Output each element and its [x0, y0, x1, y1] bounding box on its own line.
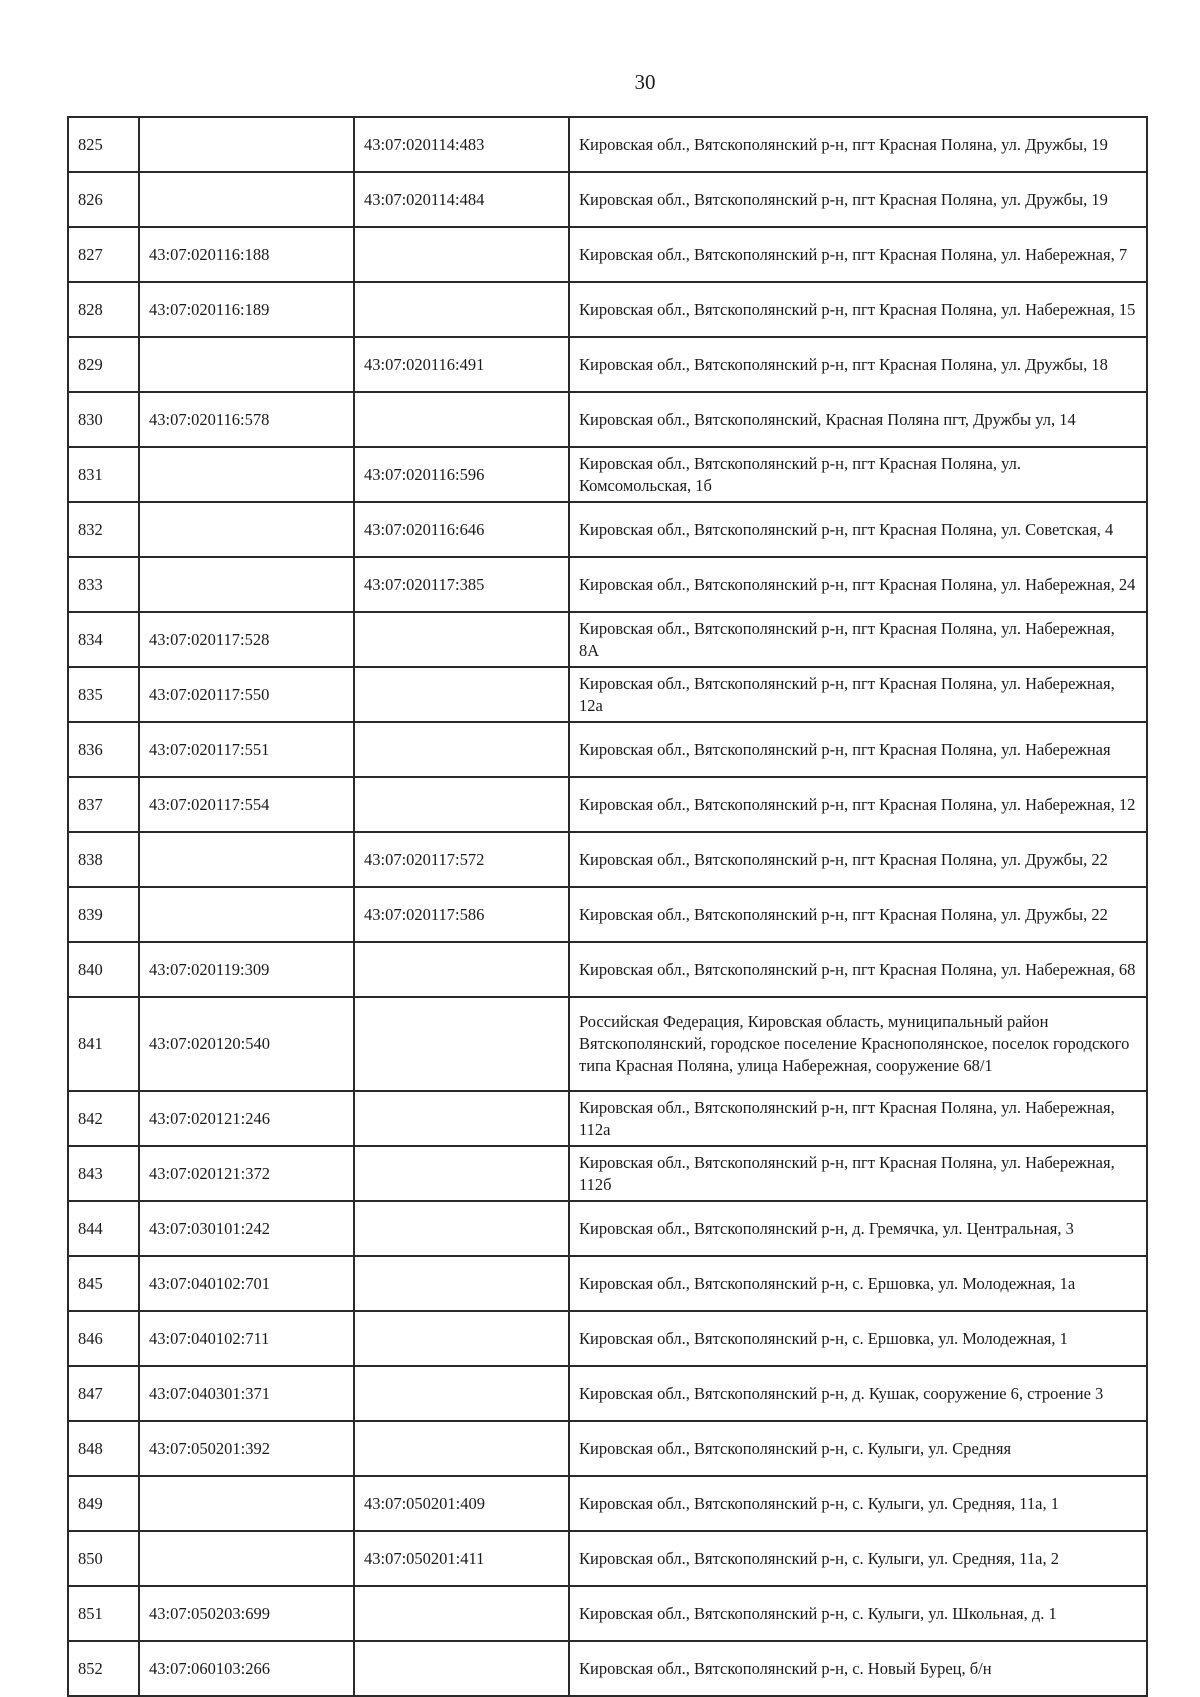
address-cell: Кировская обл., Вятскополянский р-н, пгт Красная Поляна, ул. Дружбы, 22	[569, 832, 1147, 887]
cadastral-number-cell	[139, 447, 354, 502]
address-cell: Кировская обл., Вятскополянский р-н, пгт Красная Поляна, ул. Дружбы, 18	[569, 337, 1147, 392]
cadastral-number-alt-cell: 43:07:020116:646	[354, 502, 569, 557]
cadastral-number-cell	[139, 1531, 354, 1586]
address-cell: Кировская обл., Вятскополянский р-н, пгт Красная Поляна, ул. Набережная, 7	[569, 227, 1147, 282]
address-cell: Кировская обл., Вятскополянский р-н, пгт Красная Поляна, ул. Набережная, 12	[569, 777, 1147, 832]
address-cell: Кировская обл., Вятскополянский, Красная Поляна пгт, Дружбы ул, 14	[569, 392, 1147, 447]
cadastral-number-cell: 43:07:020120:540	[139, 997, 354, 1091]
table-row	[68, 1586, 1147, 1641]
cadastral-number-cell: 43:07:060103:266	[139, 1641, 354, 1696]
row-number-cell: 840	[68, 942, 139, 997]
row-number-cell: 825	[68, 117, 139, 172]
table-row	[68, 557, 1147, 612]
row-number-cell: 827	[68, 227, 139, 282]
address-cell: Кировская обл., Вятскополянский р-н, с. Кулыги, ул. Средняя, 11а, 2	[569, 1531, 1147, 1586]
cadastral-number-cell	[139, 337, 354, 392]
row-number-cell: 831	[68, 447, 139, 502]
cadastral-number-alt-cell	[354, 1586, 569, 1641]
cadastral-number-cell: 43:07:020117:554	[139, 777, 354, 832]
address-cell: Кировская обл., Вятскополянский р-н, пгт Красная Поляна, ул. Набережная, 12а	[569, 667, 1147, 722]
cadastral-number-alt-cell	[354, 282, 569, 337]
table-row	[68, 942, 1147, 997]
cadastral-number-cell	[139, 557, 354, 612]
cadastral-number-alt-cell: 43:07:020114:483	[354, 117, 569, 172]
address-cell: Кировская обл., Вятскополянский р-н, пгт Красная Поляна, ул. Набережная, 8А	[569, 612, 1147, 667]
cadastral-number-cell: 43:07:020121:246	[139, 1091, 354, 1146]
address-cell: Кировская обл., Вятскополянский р-н, с. Новый Бурец, б/н	[569, 1641, 1147, 1696]
table-row	[68, 117, 1147, 172]
address-cell: Кировская обл., Вятскополянский р-н, пгт Красная Поляна, ул. Набережная, 112б	[569, 1146, 1147, 1201]
cadastral-number-alt-cell	[354, 667, 569, 722]
table-row	[68, 392, 1147, 447]
cadastral-number-alt-cell	[354, 1146, 569, 1201]
cadastral-number-cell: 43:07:020116:189	[139, 282, 354, 337]
cadastral-number-alt-cell: 43:07:050201:409	[354, 1476, 569, 1531]
cadastral-number-alt-cell	[354, 722, 569, 777]
cadastral-number-cell	[139, 117, 354, 172]
table-row	[68, 777, 1147, 832]
row-number-cell: 847	[68, 1366, 139, 1421]
cadastral-number-alt-cell	[354, 227, 569, 282]
cadastral-number-alt-cell	[354, 777, 569, 832]
cadastral-number-alt-cell	[354, 997, 569, 1091]
cadastral-number-alt-cell: 43:07:020117:586	[354, 887, 569, 942]
cadastral-number-alt-cell	[354, 392, 569, 447]
table-row	[68, 1421, 1147, 1476]
cadastral-number-alt-cell: 43:07:020117:385	[354, 557, 569, 612]
cadastral-number-alt-cell	[354, 1311, 569, 1366]
cadastral-number-cell	[139, 1476, 354, 1531]
row-number-cell: 835	[68, 667, 139, 722]
cadastral-number-cell: 43:07:020117:528	[139, 612, 354, 667]
table-row	[68, 1531, 1147, 1586]
row-number-cell: 848	[68, 1421, 139, 1476]
row-number-cell: 841	[68, 997, 139, 1091]
address-cell: Кировская обл., Вятскополянский р-н, д. Кушак, сооружение 6, строение 3	[569, 1366, 1147, 1421]
row-number-cell: 832	[68, 502, 139, 557]
cadastral-number-cell: 43:07:040301:371	[139, 1366, 354, 1421]
table-row	[68, 502, 1147, 557]
cadastral-number-cell: 43:07:050201:392	[139, 1421, 354, 1476]
cadastral-number-cell: 43:07:040102:711	[139, 1311, 354, 1366]
address-cell: Кировская обл., Вятскополянский р-н, с. Кулыги, ул. Средняя, 11а, 1	[569, 1476, 1147, 1531]
cadastral-number-alt-cell: 43:07:020116:491	[354, 337, 569, 392]
table-row	[68, 1366, 1147, 1421]
row-number-cell: 846	[68, 1311, 139, 1366]
table-row	[68, 337, 1147, 392]
table-row	[68, 1146, 1147, 1201]
table-row	[68, 1476, 1147, 1531]
row-number-cell: 842	[68, 1091, 139, 1146]
table-row	[68, 282, 1147, 337]
row-number-cell: 829	[68, 337, 139, 392]
registry-table-body	[68, 117, 1147, 1696]
cadastral-number-cell: 43:07:040102:701	[139, 1256, 354, 1311]
cadastral-number-cell: 43:07:020121:372	[139, 1146, 354, 1201]
table-row	[68, 612, 1147, 667]
address-cell: Российская Федерация, Кировская область, муниципальный район Вятскополянский, городское поселение Краснополянское, поселок городского типа Красная Поляна, улица Набережная, сооружение 68/1	[569, 997, 1147, 1091]
cadastral-number-cell	[139, 887, 354, 942]
address-cell: Кировская обл., Вятскополянский р-н, пгт Красная Поляна, ул. Набережная, 68	[569, 942, 1147, 997]
table-row	[68, 447, 1147, 502]
row-number-cell: 851	[68, 1586, 139, 1641]
row-number-cell: 844	[68, 1201, 139, 1256]
registry-table	[67, 116, 1148, 1697]
cadastral-number-alt-cell	[354, 1641, 569, 1696]
cadastral-number-alt-cell: 43:07:050201:411	[354, 1531, 569, 1586]
row-number-cell: 833	[68, 557, 139, 612]
address-cell: Кировская обл., Вятскополянский р-н, с. Кулыги, ул. Школьная, д. 1	[569, 1586, 1147, 1641]
cadastral-number-alt-cell	[354, 612, 569, 667]
table-row	[68, 227, 1147, 282]
cadastral-number-alt-cell	[354, 942, 569, 997]
cadastral-number-cell	[139, 832, 354, 887]
row-number-cell: 826	[68, 172, 139, 227]
cadastral-number-cell: 43:07:030101:242	[139, 1201, 354, 1256]
row-number-cell: 850	[68, 1531, 139, 1586]
cadastral-number-cell: 43:07:020116:188	[139, 227, 354, 282]
cadastral-number-cell	[139, 502, 354, 557]
cadastral-number-cell: 43:07:050203:699	[139, 1586, 354, 1641]
address-cell: Кировская обл., Вятскополянский р-н, пгт Красная Поляна, ул. Дружбы, 22	[569, 887, 1147, 942]
row-number-cell: 837	[68, 777, 139, 832]
row-number-cell: 830	[68, 392, 139, 447]
cadastral-number-cell: 43:07:020119:309	[139, 942, 354, 997]
row-number-cell: 834	[68, 612, 139, 667]
row-number-cell: 839	[68, 887, 139, 942]
table-row	[68, 1311, 1147, 1366]
cadastral-number-cell: 43:07:020117:551	[139, 722, 354, 777]
table-row	[68, 832, 1147, 887]
table-row	[68, 1201, 1147, 1256]
row-number-cell: 836	[68, 722, 139, 777]
address-cell: Кировская обл., Вятскополянский р-н, с. Кулыги, ул. Средняя	[569, 1421, 1147, 1476]
cadastral-number-alt-cell: 43:07:020116:596	[354, 447, 569, 502]
address-cell: Кировская обл., Вятскополянский р-н, пгт Красная Поляна, ул. Набережная, 24	[569, 557, 1147, 612]
row-number-cell: 852	[68, 1641, 139, 1696]
table-row	[68, 1091, 1147, 1146]
address-cell: Кировская обл., Вятскополянский р-н, пгт Красная Поляна, ул. Дружбы, 19	[569, 117, 1147, 172]
cadastral-number-alt-cell	[354, 1201, 569, 1256]
cadastral-number-alt-cell: 43:07:020114:484	[354, 172, 569, 227]
address-cell: Кировская обл., Вятскополянский р-н, пгт Красная Поляна, ул. Набережная	[569, 722, 1147, 777]
cadastral-number-alt-cell	[354, 1421, 569, 1476]
table-row	[68, 172, 1147, 227]
address-cell: Кировская обл., Вятскополянский р-н, пгт Красная Поляна, ул. Набережная, 112а	[569, 1091, 1147, 1146]
address-cell: Кировская обл., Вятскополянский р-н, пгт Красная Поляна, ул. Советская, 4	[569, 502, 1147, 557]
row-number-cell: 843	[68, 1146, 139, 1201]
table-row	[68, 1256, 1147, 1311]
row-number-cell: 849	[68, 1476, 139, 1531]
cadastral-number-cell	[139, 172, 354, 227]
table-row	[68, 997, 1147, 1091]
address-cell: Кировская обл., Вятскополянский р-н, пгт Красная Поляна, ул. Дружбы, 19	[569, 172, 1147, 227]
row-number-cell: 838	[68, 832, 139, 887]
address-cell: Кировская обл., Вятскополянский р-н, с. Ершовка, ул. Молодежная, 1	[569, 1311, 1147, 1366]
cadastral-number-cell: 43:07:020116:578	[139, 392, 354, 447]
cadastral-number-alt-cell	[354, 1366, 569, 1421]
address-cell: Кировская обл., Вятскополянский р-н, пгт Красная Поляна, ул. Набережная, 15	[569, 282, 1147, 337]
table-row	[68, 667, 1147, 722]
cadastral-number-alt-cell	[354, 1256, 569, 1311]
page-number: 30	[634, 70, 656, 94]
address-cell: Кировская обл., Вятскополянский р-н, пгт Красная Поляна, ул. Комсомольская, 1б	[569, 447, 1147, 502]
row-number-cell: 845	[68, 1256, 139, 1311]
table-row	[68, 722, 1147, 777]
address-cell: Кировская обл., Вятскополянский р-н, с. Ершовка, ул. Молодежная, 1а	[569, 1256, 1147, 1311]
row-number-cell: 828	[68, 282, 139, 337]
address-cell: Кировская обл., Вятскополянский р-н, д. Гремячка, ул. Центральная, 3	[569, 1201, 1147, 1256]
cadastral-number-alt-cell	[354, 1091, 569, 1146]
cadastral-number-alt-cell: 43:07:020117:572	[354, 832, 569, 887]
table-row	[68, 1641, 1147, 1696]
cadastral-number-cell: 43:07:020117:550	[139, 667, 354, 722]
table-row	[68, 887, 1147, 942]
